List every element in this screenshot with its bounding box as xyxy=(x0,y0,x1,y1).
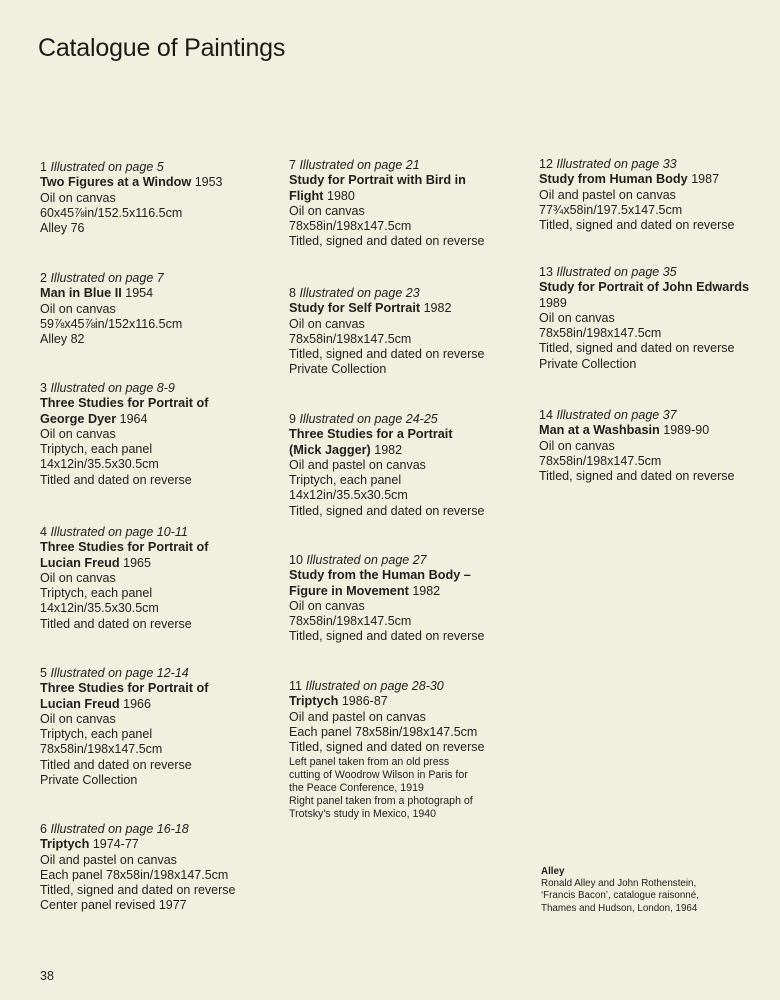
entry-medium: Oil on canvas xyxy=(40,190,116,205)
entry-illustrated-ref: Illustrated on page 35 xyxy=(556,265,677,279)
catalogue-entry-4 xyxy=(40,525,270,632)
source-title: Alley xyxy=(541,866,565,877)
entry-format: Triptych, each panel xyxy=(40,586,153,601)
source-note xyxy=(541,866,751,915)
entry-format: Triptych, each panel xyxy=(289,473,402,488)
entry-inscription: Titled, signed and dated on reverse xyxy=(289,347,485,362)
catalogue-entry-10 xyxy=(289,553,519,645)
entry-format: Triptych, each panel xyxy=(40,442,153,457)
entry-dimensions: 77¾x58in/197.5x147.5cm xyxy=(539,202,683,217)
entry-number: 12 xyxy=(539,157,553,171)
entry-title: Study from Human Body xyxy=(539,172,688,187)
entry-year: 1965 xyxy=(123,555,151,570)
entry-note: Center panel revised 1977 xyxy=(40,898,187,913)
entry-title-cont: Lucian Freud xyxy=(40,696,120,711)
entry-number: 14 xyxy=(539,408,553,422)
entry-illustrated-ref: Illustrated on page 7 xyxy=(50,271,164,285)
catalogue-entry-5 xyxy=(40,666,270,788)
entry-number: 6 xyxy=(40,822,47,836)
entry-inscription: Titled, signed and dated on reverse xyxy=(539,469,735,484)
entry-inscription: Titled and dated on reverse xyxy=(40,472,192,487)
entry-title-cont: George Dyer xyxy=(40,411,117,426)
entry-note: Trotsky's study in Mexico, 1940 xyxy=(289,808,437,821)
entry-dimensions: 78x58in/198x147.5cm xyxy=(539,453,662,468)
entry-number: 9 xyxy=(289,412,296,426)
entry-medium: Oil on canvas xyxy=(40,711,116,726)
entry-inscription: Titled, signed and dated on reverse xyxy=(289,503,485,518)
entry-title: Man at a Washbasin xyxy=(539,423,660,438)
entry-illustrated-ref: Illustrated on page 23 xyxy=(299,286,420,300)
catalogue-entry-2 xyxy=(40,271,270,347)
entry-note: cutting of Woodrow Wilson in Paris for xyxy=(289,769,468,782)
entry-year: 1966 xyxy=(123,696,151,711)
entry-year: 1953 xyxy=(194,175,223,190)
catalogue-entry-9 xyxy=(289,412,519,519)
entry-title: Study for Portrait with Bird in xyxy=(289,173,466,188)
entry-dimensions: 78x58in/198x147.5cm xyxy=(289,614,412,629)
entry-title: Study for Portrait of John Edwards xyxy=(539,280,750,295)
entry-dimensions: 78x58in/198x147.5cm xyxy=(289,219,412,234)
entry-title: Three Studies for Portrait of xyxy=(40,681,209,696)
entry-illustrated-ref: Illustrated on page 5 xyxy=(50,160,164,174)
catalogue-entry-3 xyxy=(40,381,270,488)
entry-dimensions: 78x58in/198x147.5cm xyxy=(539,326,662,341)
entry-illustrated-ref: Illustrated on page 16-18 xyxy=(50,822,189,836)
entry-number: 13 xyxy=(539,265,553,279)
entry-reference: Alley 76 xyxy=(40,221,85,236)
entry-number: 3 xyxy=(40,381,47,395)
entry-title-cont: Flight xyxy=(289,188,324,203)
entry-dimensions: 59⅞x45⅞in/152x116.5cm xyxy=(40,316,183,331)
source-line: Ronald Alley and John Rothenstein, xyxy=(541,878,697,890)
entry-dimensions: 14x12in/35.5x30.5cm xyxy=(289,488,408,503)
catalogue-entry-13 xyxy=(539,265,769,372)
entry-year: 1987 xyxy=(691,172,720,187)
entry-inscription: Titled, signed and dated on reverse xyxy=(289,234,485,249)
entry-year: 1980 xyxy=(327,188,355,203)
entry-year: 1982 xyxy=(412,583,441,598)
entry-medium: Oil on canvas xyxy=(40,301,116,316)
entry-title: Three Studies for Portrait of xyxy=(40,396,209,411)
entry-medium: Oil on canvas xyxy=(289,598,365,613)
entry-illustrated-ref: Illustrated on page 8-9 xyxy=(50,381,175,395)
entry-dimensions: 60x45⅞in/152.5x116.5cm xyxy=(40,205,183,220)
entry-collection: Private Collection xyxy=(289,362,387,377)
entry-inscription: Titled, signed and dated on reverse xyxy=(289,629,485,644)
entry-illustrated-ref: Illustrated on page 27 xyxy=(306,553,427,567)
entry-dimensions: 78x58in/198x147.5cm xyxy=(40,742,163,757)
entry-title: Study for Self Portrait xyxy=(289,301,421,316)
entry-title-cont: (Mick Jagger) xyxy=(289,442,371,457)
entry-number: 2 xyxy=(40,271,47,285)
entry-medium: Oil on canvas xyxy=(40,570,116,585)
catalogue-entry-12 xyxy=(539,157,769,233)
entry-dimensions: Each panel 78x58in/198x147.5cm xyxy=(289,724,478,739)
entry-illustrated-ref: Illustrated on page 33 xyxy=(556,157,677,171)
entry-medium: Oil and pastel on canvas xyxy=(40,852,177,867)
entry-inscription: Titled, signed and dated on reverse xyxy=(40,883,236,898)
catalogue-entry-7 xyxy=(289,158,519,250)
entry-inscription: Titled, signed and dated on reverse xyxy=(289,740,485,755)
entry-number: 5 xyxy=(40,666,47,680)
entry-number: 7 xyxy=(289,158,296,172)
entry-title-cont: Lucian Freud xyxy=(40,555,120,570)
entry-title: Three Studies for a Portrait xyxy=(289,427,453,442)
entry-illustrated-ref: Illustrated on page 10-11 xyxy=(50,525,188,539)
entry-format: Triptych, each panel xyxy=(40,727,153,742)
entry-year: 1964 xyxy=(119,411,148,426)
entry-medium: Oil and pastel on canvas xyxy=(289,457,426,472)
entry-note: Left panel taken from an old press xyxy=(289,756,450,769)
entry-reference: Alley 82 xyxy=(40,332,85,347)
entry-title-cont: Figure in Movement xyxy=(289,583,409,598)
entry-medium: Oil on canvas xyxy=(289,203,365,218)
catalogue-entry-6 xyxy=(40,822,270,914)
entry-number: 11 xyxy=(289,679,302,693)
source-line: ‘Francis Bacon’, catalogue raisonné, xyxy=(541,890,699,902)
entry-inscription: Titled and dated on reverse xyxy=(40,616,192,631)
entry-dimensions: 78x58in/198x147.5cm xyxy=(289,331,412,346)
catalogue-entry-11 xyxy=(289,679,519,821)
entry-illustrated-ref: Illustrated on page 12-14 xyxy=(50,666,189,680)
entry-illustrated-ref: Illustrated on page 24-25 xyxy=(299,412,438,426)
entry-inscription: Titled, signed and dated on reverse xyxy=(539,341,735,356)
entry-title: Two Figures at a Window xyxy=(40,175,192,190)
entry-dimensions: 14x12in/35.5x30.5cm xyxy=(40,457,159,472)
page-number: 38 xyxy=(40,969,54,983)
entry-illustrated-ref: Illustrated on page 21 xyxy=(299,158,420,172)
catalogue-entry-1 xyxy=(40,160,270,236)
entry-collection: Private Collection xyxy=(539,356,637,371)
entry-collection: Private Collection xyxy=(40,773,138,788)
entry-inscription: Titled and dated on reverse xyxy=(40,757,192,772)
entry-number: 1 xyxy=(40,160,47,174)
entry-year: 1989 xyxy=(539,295,567,310)
entry-title: Study from the Human Body – xyxy=(289,568,471,583)
entry-year: 1989-90 xyxy=(663,423,710,438)
entry-illustrated-ref: Illustrated on page 37 xyxy=(556,408,677,422)
entry-year: 1982 xyxy=(423,301,452,316)
entry-title: Man in Blue II xyxy=(40,286,122,301)
entry-year: 1986-87 xyxy=(341,694,388,709)
entry-number: 4 xyxy=(40,525,47,539)
source-line: Thames and Hudson, London, 1964 xyxy=(541,902,698,914)
entry-year: 1982 xyxy=(374,442,403,457)
entry-number: 10 xyxy=(289,553,303,567)
entry-medium: Oil on canvas xyxy=(40,426,116,441)
entry-note: the Peace Conference, 1919 xyxy=(289,782,424,795)
entry-illustrated-ref: Illustrated on page 28-30 xyxy=(305,679,444,693)
catalogue-entry-14 xyxy=(539,408,769,484)
entry-inscription: Titled, signed and dated on reverse xyxy=(539,218,735,233)
entry-title: Triptych xyxy=(40,837,90,852)
entry-medium: Oil and pastel on canvas xyxy=(289,709,426,724)
catalogue-entry-8 xyxy=(289,286,519,378)
entry-note: Right panel taken from a photograph of xyxy=(289,795,473,808)
entry-dimensions: 14x12in/35.5x30.5cm xyxy=(40,601,159,616)
entry-dimensions: Each panel 78x58in/198x147.5cm xyxy=(40,867,229,882)
entry-number: 8 xyxy=(289,286,296,300)
entry-title: Three Studies for Portrait of xyxy=(40,540,209,555)
entry-medium: Oil and pastel on canvas xyxy=(539,187,676,202)
entry-title: Triptych xyxy=(289,694,339,709)
entry-year: 1954 xyxy=(125,286,154,301)
entry-medium: Oil on canvas xyxy=(539,310,615,325)
entry-medium: Oil on canvas xyxy=(539,438,615,453)
entry-medium: Oil on canvas xyxy=(289,316,365,331)
page-title: Catalogue of Paintings xyxy=(38,34,286,62)
entry-year: 1974-77 xyxy=(92,837,139,852)
